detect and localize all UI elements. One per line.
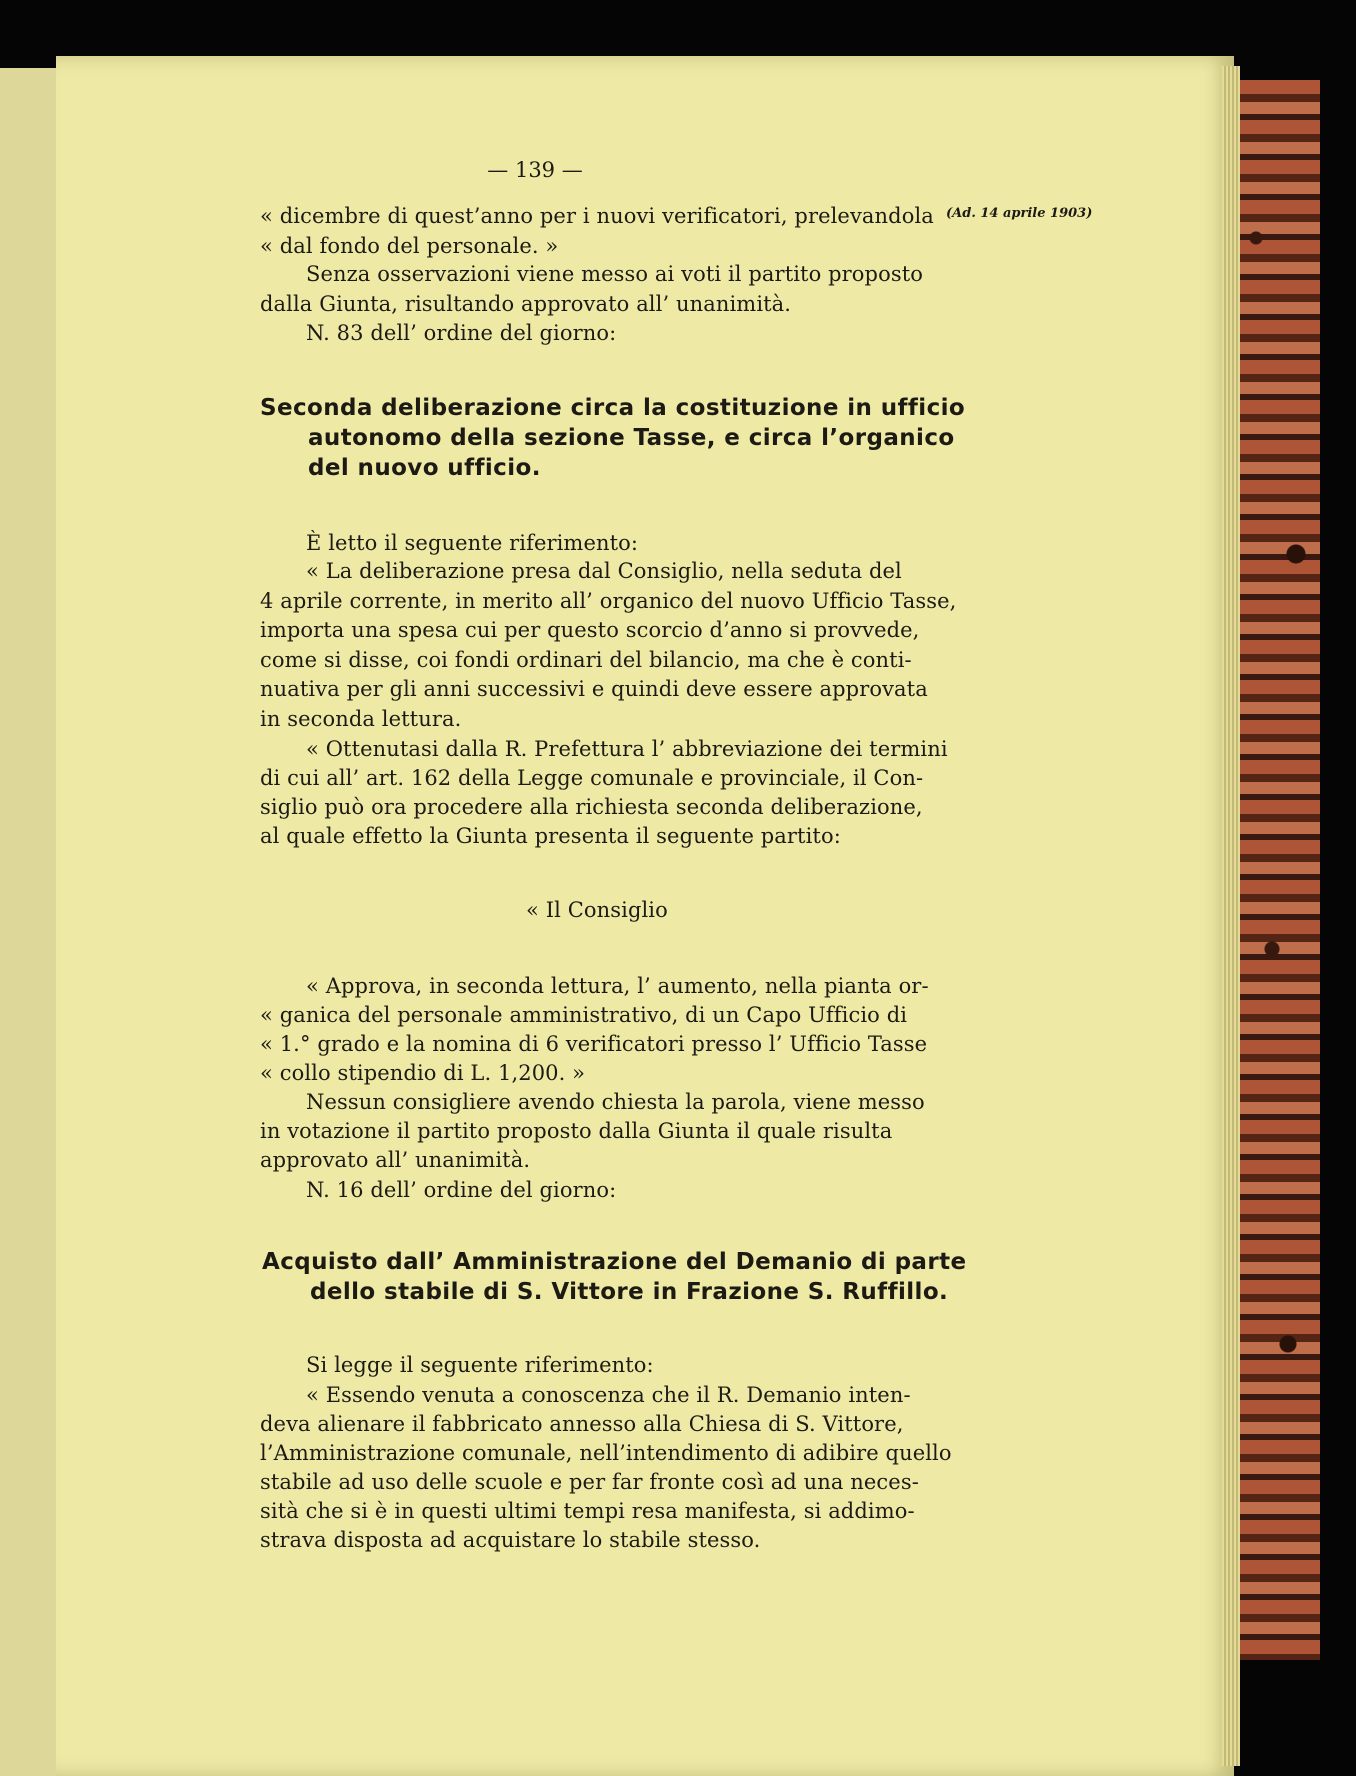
text-line: « ganica del personale amministrativo, di un Capo Ufficio di: [260, 1003, 908, 1027]
section-heading-line: Acquisto dall’ Amministrazione del Demanio di parte: [262, 1249, 967, 1275]
text-line: strava disposta ad acquistare lo stabile stesso.: [260, 1528, 761, 1552]
text-line: siglio può ora procedere alla richiesta seconda deliberazione,: [260, 795, 923, 819]
text-line: approvato all’ unanimità.: [260, 1148, 531, 1172]
text-line: l’Amministrazione comunale, nell’intendimento di adibire quello: [260, 1441, 952, 1465]
text-line: « dicembre di quest’anno per i nuovi verificatori, prelevandola: [260, 204, 934, 228]
text-line: sità che si è in questi ultimi tempi resa manifesta, si addimo-: [260, 1499, 915, 1523]
margin-date-note: (Ad. 14 aprile 1903): [946, 206, 1093, 221]
text-line: « 1.° grado e la nomina di 6 verificatori presso l’ Ufficio Tasse: [260, 1032, 928, 1056]
text-line: « Essendo venuta a conoscenza che il R. Demanio inten-: [306, 1383, 911, 1407]
text-line: nuativa per gli anni successivi e quindi deve essere approvata: [260, 677, 928, 701]
left-page-edge: [0, 68, 58, 1776]
text-line: in votazione il partito proposto dalla Giunta il quale risulta: [260, 1119, 893, 1143]
page-fore-edge: [1222, 66, 1240, 1766]
marbled-book-edge: [1240, 80, 1320, 1660]
section-heading-line: dello stabile di S. Vittore in Frazione S. Ruffillo.: [310, 1279, 949, 1305]
text-line: « Ottenutasi dalla R. Prefettura l’ abbreviazione dei termini: [306, 737, 948, 761]
section-heading-line: autonomo della sezione Tasse, e circa l’organico: [308, 425, 955, 451]
section-heading-line: Seconda deliberazione circa la costituzione in ufficio: [260, 395, 966, 421]
text-line: come si disse, coi fondi ordinari del bilancio, ma che è conti-: [260, 648, 912, 672]
text-line: È letto il seguente riferimento:: [306, 531, 639, 555]
text-line: « dal fondo del personale. »: [260, 234, 559, 258]
text-line: deva alienare il fabbricato annesso alla Chiesa di S. Vittore,: [260, 1412, 904, 1436]
text-line: al quale effetto la Giunta presenta il seguente partito:: [260, 824, 841, 848]
text-line: « collo stipendio di L. 1,200. »: [260, 1061, 586, 1085]
text-line: dalla Giunta, risultando approvato all’ unanimità.: [260, 292, 792, 316]
resolution-title: « Il Consiglio: [526, 898, 668, 922]
text-line: « Approva, in seconda lettura, l’ aumento, nella pianta or-: [306, 974, 929, 998]
text-line: N. 83 dell’ ordine del giorno:: [306, 321, 617, 345]
text-line: Si legge il seguente riferimento:: [306, 1353, 654, 1377]
text-line: stabile ad uso delle scuole e per far fronte così ad una neces-: [260, 1470, 919, 1494]
text-line: Senza osservazioni viene messo ai voti il partito proposto: [306, 262, 923, 286]
text-line: importa una spesa cui per questo scorcio d’anno si provvede,: [260, 618, 920, 642]
text-line: di cui all’ art. 162 della Legge comunale e provinciale, il Con-: [260, 766, 924, 790]
text-line: in seconda lettura.: [260, 707, 462, 731]
text-line: N. 16 dell’ ordine del giorno:: [306, 1178, 617, 1202]
text-line: 4 aprile corrente, in merito all’ organico del nuovo Ufficio Tasse,: [260, 589, 957, 613]
section-heading-line: del nuovo ufficio.: [308, 455, 541, 481]
text-line: « La deliberazione presa dal Consiglio, nella seduta del: [306, 559, 902, 583]
page-number: — 139 —: [487, 158, 583, 182]
text-line: Nessun consigliere avendo chiesta la parola, viene messo: [306, 1090, 925, 1114]
